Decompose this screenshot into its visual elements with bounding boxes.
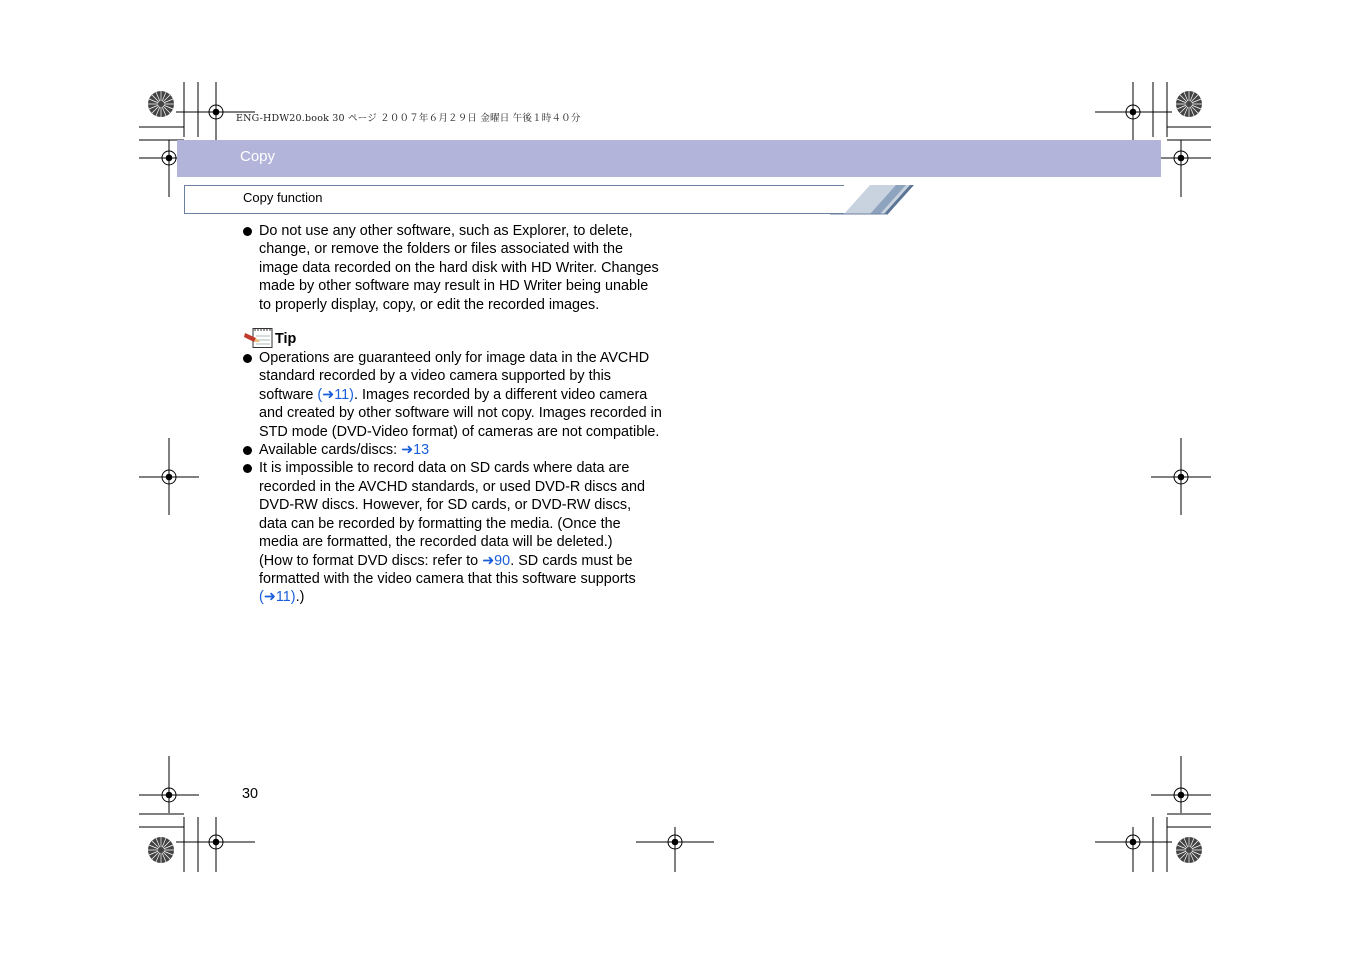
page-link-11[interactable]: (➜11) xyxy=(259,589,296,606)
list-item xyxy=(243,459,663,606)
chapter-title-bar xyxy=(177,140,1161,177)
tip-notepad-icon xyxy=(244,327,274,349)
tip-bullet-1: Operations are guaranteed only for image data in the AVCHD standard recorded by a video camera supported by this software (➜11). Images recorded by a different video camera and created by other software will not copy. Images recorded in STD mode (DVD-Video format) of cameras are not compatible. xyxy=(259,350,662,440)
tip-bullet-2: Available cards/discs: ➜13 xyxy=(259,442,430,459)
section-bar-stripe-icon xyxy=(830,184,920,216)
bullet-icon xyxy=(243,354,252,363)
page-link-13[interactable]: ➜13 xyxy=(401,442,430,459)
bullet-icon xyxy=(243,446,252,455)
page-number: 30 xyxy=(242,786,259,802)
tip-bullet-3-format-note: (How to format DVD discs: refer to ➜90. SD cards must be formatted with the video camera that this software supports (➜11).) xyxy=(259,552,636,606)
list-item xyxy=(243,349,663,441)
main-content xyxy=(243,222,663,607)
section-title: Copy function xyxy=(243,190,323,205)
page-link-90[interactable]: ➜90 xyxy=(482,552,511,569)
section-title-bar xyxy=(184,185,844,214)
page-link-11[interactable]: (➜11) xyxy=(317,386,354,403)
list-item xyxy=(243,222,663,314)
bullet-icon xyxy=(243,464,252,473)
list-item xyxy=(243,441,663,459)
print-header: ENG-HDW20.book 30 ページ ２００７年６月２９日 金曜日 午後１時４０分 xyxy=(236,113,581,124)
tip-bullet-3: It is impossible to record data on SD cards where data are recorded in the AVCHD standards, or used DVD-R discs and DVD-RW discs. However, for SD cards, or DVD-RW discs, data can be recorded by formatting the media. (Once the media are formatted, the recorded data will be deleted.) xyxy=(259,460,646,551)
intro-bullet-text: Do not use any other software, such as Explorer, to delete, change, or remove the folders or files associated with the image data recorded on the hard disk with HD Writer. Changes made by other software may result in HD Writer being unable to properly display, copy, or edit the recorded images. xyxy=(259,223,659,313)
chapter-title: Copy xyxy=(240,148,276,165)
bullet-icon xyxy=(243,227,252,236)
tip-label: Tip xyxy=(275,331,297,348)
tip-heading xyxy=(243,327,663,349)
